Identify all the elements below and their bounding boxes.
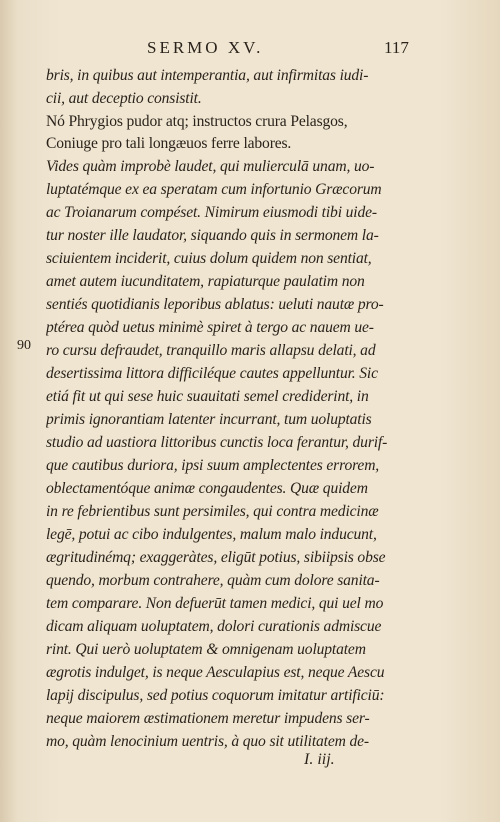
text-line-22: ægritudinémq; exaggeràtes, eligūt potius, sibiipsis obse [46, 549, 386, 566]
text-line-15: etiá fit ut qui sese huic suauitati semel crediderint, in [46, 388, 369, 405]
text-line-3: Nó Phrygios pudor atq; instructos crura Pelasgos, [46, 113, 348, 130]
text-line-8: tur noster ille laudator, siquando quis in sermonem la- [46, 227, 379, 244]
text-line-25: dicam aliquam uoluptatem, dolori curationis admiscue [46, 618, 382, 635]
running-title: SERMO XV. [147, 38, 264, 57]
text-line-14: desertissima littora difficiléque cautes appelluntur. Sic [46, 365, 378, 382]
text-line-6: luptatémque ex ea speratam cum infortunio Græcorum [46, 181, 382, 198]
text-line-16: primis ignorantiam latenter incurrant, tum uoluptatis [46, 411, 372, 428]
signature-mark: I. iij. [304, 751, 335, 768]
text-line-28: lapij discipulus, sed potius coquorum imitatur artificiū: [46, 687, 385, 704]
page-number: 117 [384, 38, 409, 57]
text-line-10: amet autem iucunditatem, rapiaturque paulatim non [46, 273, 365, 290]
text-line-2: cii, aut deceptio consistit. [46, 90, 202, 107]
page-header [0, 38, 500, 62]
text-line-19: oblectamentóque animæ congaudentes. Quæ quidem [46, 480, 368, 497]
text-line-27: ægrotis indulget, is neque Aesculapius est, neque Aescu [46, 664, 385, 681]
text-line-12: ptérea quòd uetus minimè spiret à tergo ac nauem ue- [46, 319, 374, 336]
text-line-5: Vides quàm improbè laudet, qui mulierculā unam, uo- [46, 158, 375, 175]
text-line-13: ro cursu defraudet, tranquillo maris allapsu delati, ad [46, 342, 376, 359]
text-line-18: que cautibus duriora, ipsi suum amplectentes errorem, [46, 457, 380, 474]
text-line-7: ac Troianarum compéset. Nimirum eiusmodi tibi uide- [46, 204, 377, 221]
text-line-24: tem comparare. Non defuerūt tamen medici, qui uel mo [46, 595, 384, 612]
text-line-23: quendo, morbum contrahere, quàm cum dolore sanita- [46, 572, 380, 589]
text-line-20: in re febrientibus sunt persimiles, qui contra medicinæ [46, 503, 379, 520]
margin-note: 90 [17, 338, 31, 353]
text-line-9: sciuientem inciderit, cuius dolum quidem non sentiat, [46, 250, 372, 267]
text-line-17: studio ad uastiora littoribus cunctis loca ferantur, durif- [46, 434, 388, 451]
text-line-29: neque maiorem æstimationem meretur impudens ser- [46, 710, 370, 727]
text-line-30: mo, quàm lenocinium uentris, à quo sit utilitatem de- [46, 733, 369, 750]
text-line-26: rint. Qui uerò uoluptatem & omnigenam uoluptatem [46, 641, 366, 658]
text-line-1: bris, in quibus aut intemperantia, aut infirmitas iudi- [46, 67, 369, 84]
text-line-21: legē, potui ac cibo indulgentes, malum malo inducunt, [46, 526, 377, 543]
text-line-4: Coniuge pro tali longæuos ferre labores. [46, 135, 292, 152]
text-line-11: sentiés quotidianis leporibus ablatus: ueluti nautæ pro- [46, 296, 384, 313]
